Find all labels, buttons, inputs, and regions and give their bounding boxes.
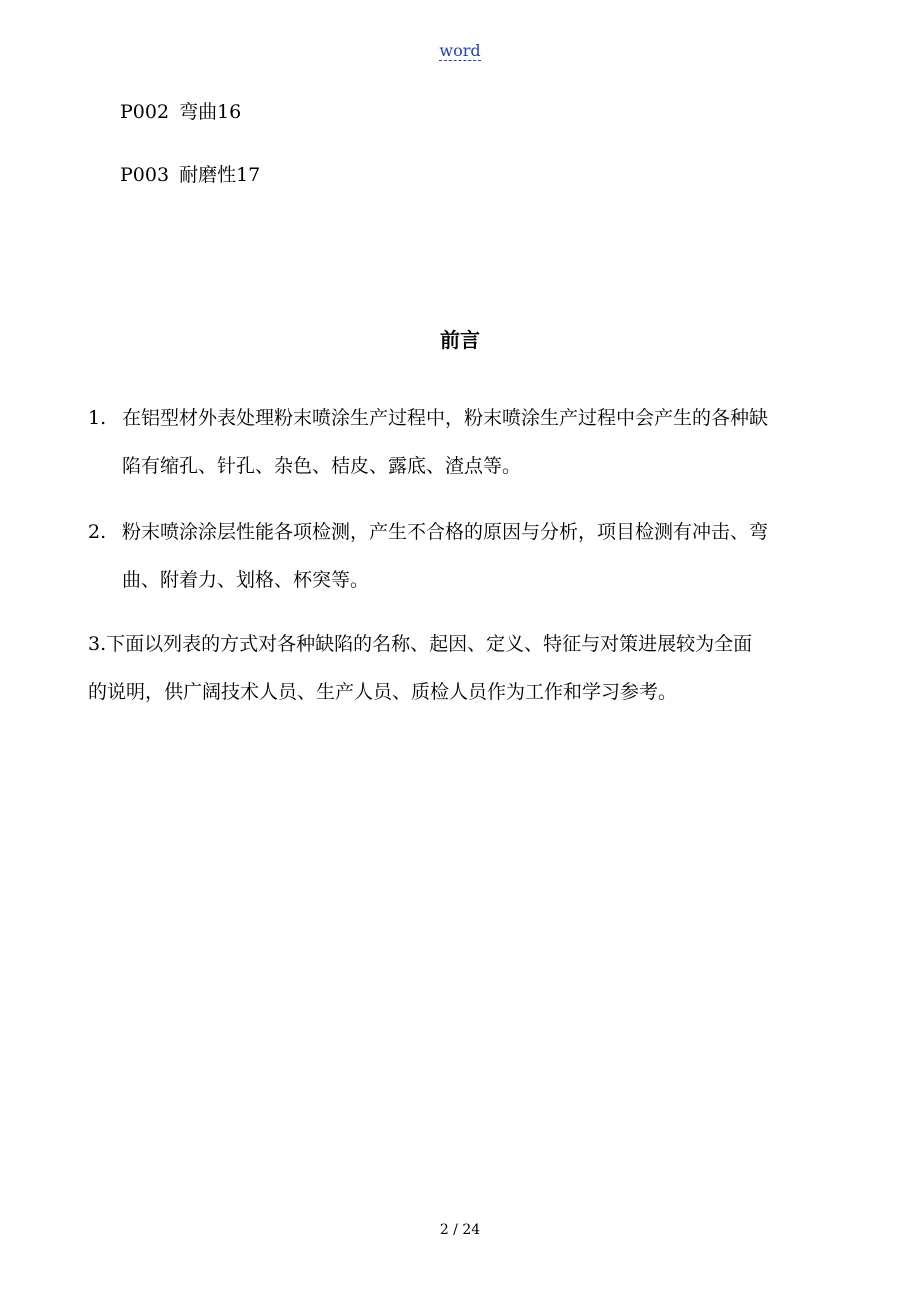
word-link[interactable]: word bbox=[439, 41, 481, 60]
item-text-line: 在铝型材外表处理粉末喷涂生产过程中，粉末喷涂生产过程中会产生的各种缺 bbox=[122, 407, 769, 429]
item-number: 2. bbox=[88, 521, 107, 543]
preface-heading: 前言 bbox=[440, 328, 480, 352]
toc-entry bbox=[120, 99, 241, 125]
toc-title: 耐磨性 bbox=[179, 164, 237, 186]
item-text-line: 的说明，供广阔技术人员、生产人员、质检人员作为工作和学习参考。 bbox=[88, 681, 678, 703]
item-text-line: 下面以列表的方式对各种缺陷的名称、起因、定义、特征与对策进展较为全面 bbox=[106, 633, 753, 655]
item-text-line: 粉末喷涂涂层性能各项检测，产生不合格的原因与分析，项目检测有冲击、弯 bbox=[122, 521, 769, 543]
page-header bbox=[0, 40, 920, 62]
toc-title: 弯曲 bbox=[179, 101, 218, 123]
toc-code: P003 bbox=[120, 164, 170, 186]
preface-item bbox=[88, 508, 858, 604]
item-number: 1. bbox=[88, 407, 107, 429]
item-number: 3. bbox=[88, 633, 107, 655]
item-text-line: 曲、附着力、划格、杯突等。 bbox=[122, 569, 370, 591]
toc-page: 17 bbox=[236, 164, 261, 186]
item-text-line: 陷有缩孔、针孔、杂色、桔皮、露底、渣点等。 bbox=[122, 455, 522, 477]
preface-item bbox=[88, 620, 858, 716]
toc-entry bbox=[120, 162, 260, 188]
toc-code: P002 bbox=[120, 101, 170, 123]
page-number: 2 / 24 bbox=[439, 1222, 481, 1238]
preface-item bbox=[88, 394, 858, 490]
toc-page: 16 bbox=[217, 101, 242, 123]
